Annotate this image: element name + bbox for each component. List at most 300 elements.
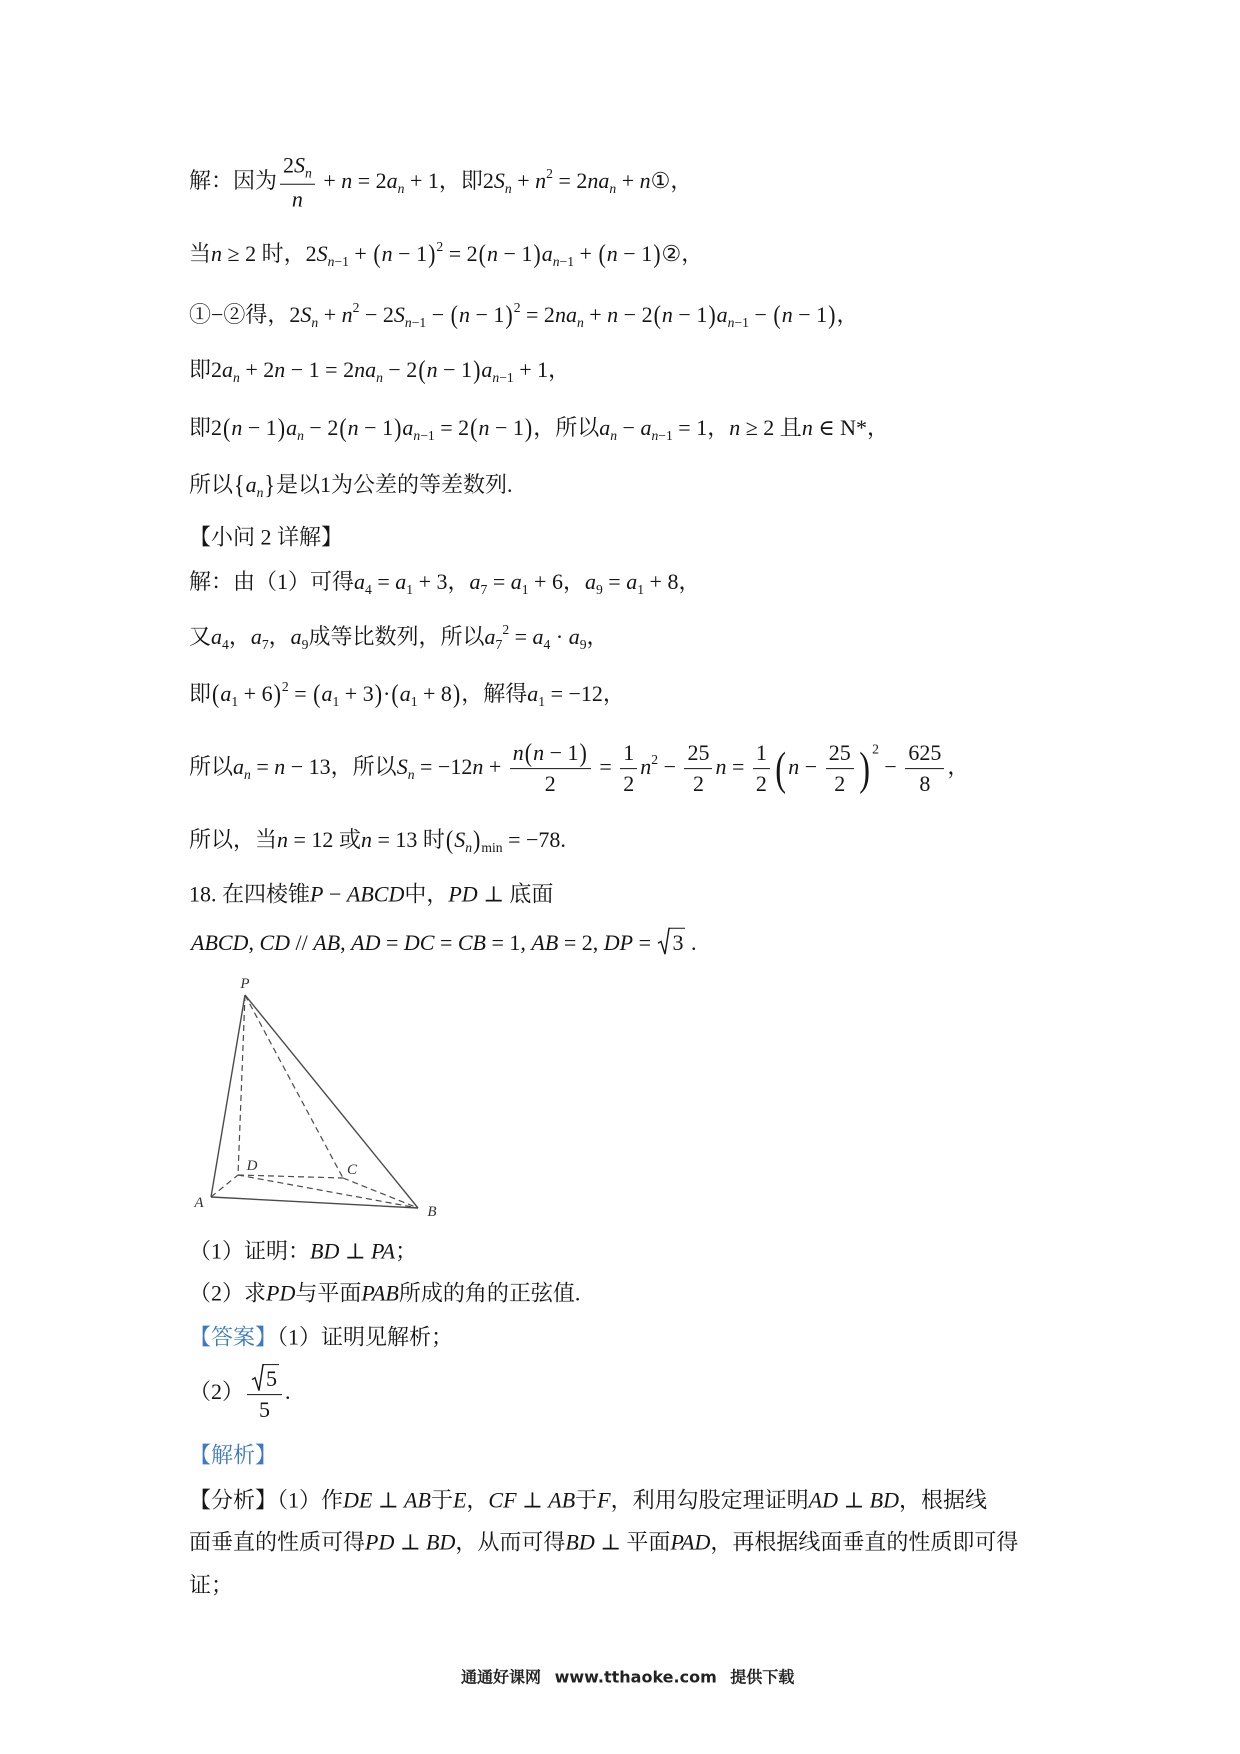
bracket: ( [450,299,458,330]
edge-pd [238,995,245,1175]
vertex-label-d: D [246,1158,258,1174]
bracket: ) [394,412,402,443]
math-variable: n [231,415,243,441]
math-symbol: − 1 [392,241,428,267]
text-run: ， [947,754,970,780]
math-variable: n [381,241,393,267]
math-variable: E [452,1487,467,1513]
math-symbol: = −78. [502,827,566,853]
math-symbol: − 1 [497,241,533,267]
math-variable: na [587,168,610,194]
bracket: ( [212,678,220,709]
part1-conclusion-line [189,471,512,501]
math-symbol: 2 [305,241,317,267]
math-variable: AB [404,1487,431,1513]
math-variable: ABCD [346,881,405,907]
bracket: { [234,469,245,500]
subquestion-2-heading [189,523,343,551]
fraction-denominator [247,1396,282,1424]
bracket: ( [373,238,381,269]
superscript: 2 [872,741,879,757]
math-variable: a [599,415,611,441]
fraction [684,740,712,798]
radical-sign-icon [658,928,670,955]
text-run: 所以，当 [189,827,278,853]
analysis-text [189,1528,1018,1556]
subscript: −1 [420,427,435,443]
math-variable: n [426,357,438,383]
math-symbol: 25 [828,740,851,766]
text-run: ， [836,302,859,328]
subscript: 1 [521,581,529,597]
text-run: ， [562,569,585,595]
text-run: ①−②得， [189,302,290,328]
math-symbol: − 2 [382,357,418,383]
fraction [753,740,770,798]
subscript: n [244,766,251,782]
text-run: ，所以 [533,415,600,441]
math-symbol: + 2 [239,357,275,383]
math-variable: a [286,415,298,441]
math-symbol: = 2, [558,929,604,955]
math-symbol: − [878,754,903,780]
part1-solution-line [189,414,889,444]
math-symbol: − 1 [469,302,505,328]
text-run: 即 [189,415,212,441]
math-variable: n [341,302,353,328]
math-symbol: + [616,168,640,194]
text-run: ，即 [438,168,483,194]
math-symbol: − [617,415,641,441]
text-run: ①， [650,168,693,194]
math-symbol: − 1 [437,357,473,383]
math-variable: n [729,415,741,441]
subscript: 1 [406,581,414,597]
fraction [905,740,944,798]
math-symbol: , [248,929,260,955]
part1-solution-line [189,356,570,386]
math-symbol: 18. [189,881,222,907]
subscript: n [465,839,473,855]
text-run: ， [867,415,890,441]
text-run: ，利用勾股定理证明 [610,1487,809,1513]
math-symbol: ⊥ [339,1238,372,1264]
math-symbol: − [748,302,773,328]
math-variable: CB [457,929,486,955]
text-run: 即 [189,357,212,383]
math-symbol: + [511,168,536,194]
math-symbol: 1 [319,472,331,498]
math-symbol: · [550,624,569,650]
math-symbol: 2 [623,771,635,797]
subscript: 1 [410,693,418,709]
math-symbol: + 6 [528,569,563,595]
fraction-denominator [905,770,944,798]
math-symbol: 1 [755,740,767,766]
math-variable: n [606,241,618,267]
bracket: ( [524,737,533,768]
math-variable: a [354,569,366,595]
math-symbol: = [509,624,533,650]
math-variable: n [277,827,289,853]
subscript: 7 [480,581,488,597]
subscript: 9 [301,636,309,652]
text-run: 平面 [626,1529,671,1555]
text-run: 所成的角的正弦值. [398,1280,581,1306]
superscript: 2 [281,678,289,694]
vertex-label-c: C [346,1162,358,1178]
math-symbol: = 13 [371,827,423,853]
hidden-edges [211,995,418,1208]
fraction-numerator [905,740,944,769]
math-symbol: + [483,754,507,780]
subscript: n [311,314,319,330]
radical-sign-icon [252,1364,264,1391]
part2-solution-line [189,737,970,798]
math-symbol: − [323,881,347,907]
text-run: 所以 [189,754,234,780]
problem-18-conditions [191,928,696,957]
subscript: min [481,839,503,855]
math-variable: S [294,152,306,178]
math-symbol: 2 [289,302,301,328]
text-run: 解：因为 [189,168,278,194]
fraction-denominator [753,770,770,798]
subscript: n [407,766,415,782]
math-symbol: = [602,569,627,595]
subscript: n [404,314,412,330]
edge-cb [343,1178,418,1208]
fraction-numerator [247,1364,282,1395]
math-variable: a [532,624,544,650]
radicand: 3 [672,929,684,955]
math-symbol: = 1 [672,415,708,441]
math-variable: n [458,302,470,328]
fraction-numerator [510,737,591,769]
math-variable: a [510,569,522,595]
math-variable: n [639,168,651,194]
math-variable: a [290,624,302,650]
bracket: ( [478,238,486,269]
math-variable: AB [313,929,341,955]
math-symbol: ⊥ [372,1487,405,1513]
math-variable: n [533,740,545,766]
text-run: ，再根据线面垂直的性质即可得 [710,1529,1019,1555]
math-symbol: ⊥ [516,1487,549,1513]
math-symbol: + [348,241,373,267]
text-run: ， [548,357,571,383]
fraction [280,153,315,214]
bracket: ) [374,678,383,709]
math-symbol: 2 [544,771,556,797]
fraction-numerator [684,740,712,769]
math-symbol: 2 [755,771,767,797]
edge-ad [211,1175,238,1197]
math-variable: n [535,168,547,194]
math-symbol: = [380,929,404,955]
text-run: ， [602,681,625,707]
math-variable: a [220,681,232,707]
math-symbol: = 12 [288,827,339,853]
fraction-denominator [826,770,854,798]
math-symbol: + 3 [413,569,448,595]
math-symbol: 2 [211,357,223,383]
large-bracket: ) [859,742,870,794]
math-symbol: = 2 [352,168,387,194]
math-symbol: − 1 [792,302,828,328]
text-run: 成等比数列，所以 [308,624,485,650]
fraction-numerator [753,740,770,769]
subscript: −1 [734,314,749,330]
math-symbol: 2 [482,168,494,194]
math-symbol: − 1 [544,740,579,766]
math-variable: n [211,241,223,267]
fraction-denominator [620,770,637,798]
math-symbol: ≥ 2 [222,241,262,267]
bracket: ) [452,678,461,709]
math-symbol: + [318,302,342,328]
fraction [510,737,591,798]
subscript: n [305,165,312,181]
text-run: 于 [430,1487,453,1513]
math-symbol: = [250,754,275,780]
subscript: −1 [499,369,514,385]
math-variable: a [527,681,539,707]
math-symbol: ⊥ [394,1529,427,1555]
text-run: 时， [261,241,306,267]
math-variable: na [354,357,377,383]
fraction-numerator [826,740,854,769]
fraction [620,740,637,798]
math-symbol: ⊥ [477,881,510,907]
math-variable: n [661,302,673,328]
math-variable: S [316,241,328,267]
math-variable: n [640,754,652,780]
fraction [247,1364,282,1424]
text-run: ， [268,624,291,650]
math-symbol: + 8 [417,681,452,707]
text-run: 解：由（1）可得 [189,569,355,595]
bracket: ) [273,678,281,709]
math-variable: n [715,754,727,780]
bracket: ) [505,299,513,330]
text-run: ， [707,415,730,441]
math-variable: n [341,168,353,194]
math-variable: n [486,241,498,267]
math-variable: S [393,302,405,328]
math-symbol: = 2 [552,168,588,194]
math-variable: AD [808,1487,838,1513]
math-symbol: − 1 [672,302,708,328]
bracket: ( [339,412,347,443]
subscript: n [256,484,264,500]
text-run: 【小问 2 详解】 [189,524,344,550]
math-symbol: 2 [211,415,223,441]
math-symbol: − 2 [303,415,339,441]
vertex-label-b: B [427,1204,437,1220]
subscript: n [552,253,560,269]
math-symbol: = [726,754,750,780]
math-symbol: − 1 [617,241,653,267]
subscript: −1 [411,314,427,330]
subscript: 1 [332,693,340,709]
section-label: 【答案】 [189,1324,278,1350]
math-symbol: + 1 [404,168,439,194]
subscript: n [610,427,618,443]
math-symbol: ∈ N* [812,415,867,441]
fraction-numerator [280,153,315,185]
text-run: 在四棱锥 [222,881,311,907]
text-run: （1）证明见解析； [277,1324,454,1350]
math-symbol: · [383,681,391,707]
math-variable: a [568,624,580,650]
math-variable: BD [310,1238,340,1264]
superscript: 2 [352,299,360,315]
math-variable: a [640,415,652,441]
large-bracket: ( [775,742,786,794]
text-run: 【分析】（1）作 [189,1487,344,1513]
text-run: ， [678,569,701,595]
bracket: ( [391,678,399,709]
text-run: 是以 [275,472,320,498]
bracket: ) [708,299,716,330]
math-symbol: ≥ 2 [740,415,780,441]
bracket: ( [223,412,231,443]
math-variable: a [402,415,414,441]
text-run: （1）证明： [189,1238,311,1264]
math-symbol: 25 [687,740,710,766]
math-symbol: // [290,929,314,955]
math-variable: a [222,357,234,383]
part2-solution-line [189,621,609,653]
math-variable: BD [565,1529,595,1555]
edge-pa [211,995,245,1197]
math-symbol: = 1, [486,929,532,955]
math-variable: n [788,754,800,780]
square-root [252,1364,279,1391]
analysis-heading [189,1441,277,1469]
math-variable: n [781,302,793,328]
fraction-denominator [280,185,315,213]
bracket: ( [418,354,426,385]
math-symbol: 2 [283,152,295,178]
bracket: ) [277,412,286,443]
math-symbol: = 2 [520,302,555,328]
text-run: ，从而可得 [455,1529,566,1555]
part2-conclusion-line [189,826,566,856]
subscript: 4 [543,636,551,652]
text-run: 与平面 [295,1280,362,1306]
math-symbol: + [583,302,608,328]
math-symbol: 5 [259,1397,271,1423]
part1-solution-line [189,299,859,331]
subscript: n [413,427,421,443]
math-variable: DP [603,929,634,955]
math-variable: a [211,624,223,650]
math-symbol: , [340,929,352,955]
math-variable: a [386,168,398,194]
math-variable: a [584,569,596,595]
math-variable: DC [403,929,435,955]
superscript: 2 [502,621,510,637]
math-symbol: + 8 [644,569,679,595]
math-variable: na [554,302,577,328]
math-variable: n [512,740,524,766]
math-variable: a [481,357,493,383]
math-symbol: = [371,569,396,595]
math-symbol: ⊥ [837,1487,870,1513]
math-variable: n [291,186,303,212]
math-variable: F [597,1487,611,1513]
subscript: 1 [231,693,239,709]
subscript: 7 [261,636,269,652]
math-variable: CF [488,1487,517,1513]
math-variable: a [626,569,638,595]
superscript: 2 [436,238,444,254]
bracket: ) [533,238,541,269]
math-symbol: = [487,569,511,595]
text-run: ， [228,624,251,650]
fraction-denominator [684,770,712,798]
text-run: ， [447,569,470,595]
subscript: −1 [559,253,575,269]
bracket: ) [473,824,481,855]
math-variable: AD [351,929,381,955]
math-variable: n [274,357,286,383]
subscript: n [727,314,735,330]
subscript: 9 [579,636,587,652]
bracket: } [264,469,275,500]
math-variable: n [607,302,619,328]
answer-line [189,1364,291,1424]
text-run: 所以 [189,472,234,498]
subscript: 4 [365,581,372,597]
text-run: ②， [661,241,704,267]
text-run: 证； [189,1572,234,1598]
text-run: 面垂直的性质可得 [189,1529,366,1555]
math-variable: n [274,754,286,780]
section-label: 【解析】 [189,1442,278,1468]
text-run: 或 [338,827,361,853]
bracket: ( [773,299,781,330]
bracket: ) [428,238,436,269]
bracket: ( [653,299,661,330]
vertex-label-p: P [240,976,250,992]
math-symbol: ⊥ [594,1529,627,1555]
math-symbol: − [658,754,682,780]
math-variable: DE [343,1487,373,1513]
text-run: ， [466,1487,489,1513]
pyramid-figure [190,975,450,1225]
edge-pc [245,995,343,1178]
part1-solution-line [189,153,692,214]
math-variable: P [310,881,324,907]
subscript: n [233,369,240,385]
radicand: 5 [266,1366,278,1392]
answer-line [189,1323,453,1351]
bracket: ( [598,238,606,269]
math-symbol: + [317,168,342,194]
subscript: n [376,369,383,385]
text-run: ， [586,624,609,650]
math-symbol: 1 [623,740,635,766]
text-run: 且 [779,415,802,441]
subscript: 9 [595,581,603,597]
subscript: n [651,427,659,443]
math-symbol: + 3 [339,681,374,707]
math-variable: PD [266,1280,296,1306]
problem-18-statement [189,880,553,908]
